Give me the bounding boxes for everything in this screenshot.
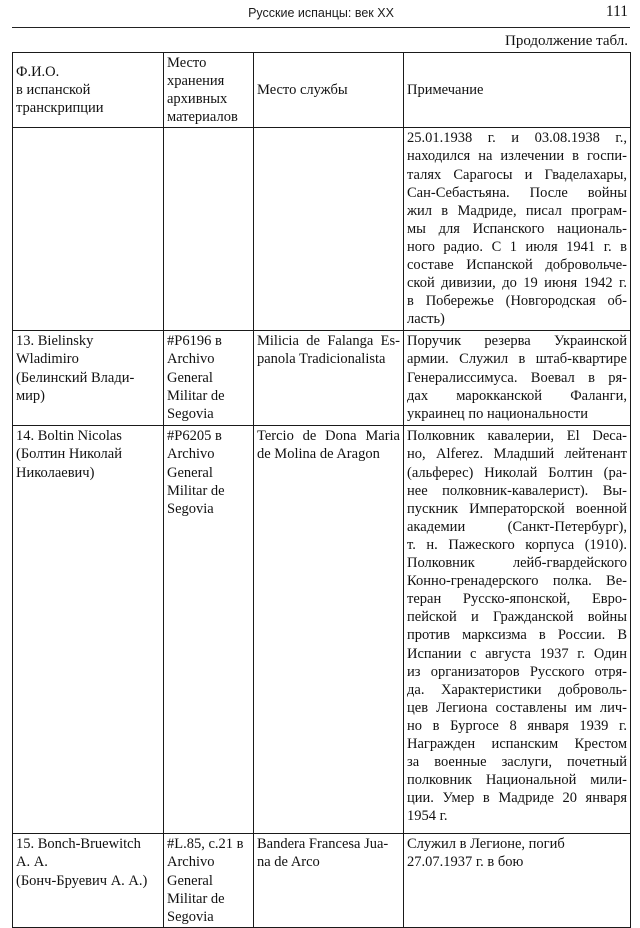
cell-line: General [167, 872, 213, 889]
cell-line: Испании с августа 1937 г. Один [407, 645, 627, 662]
cell-note [404, 128, 631, 331]
cell-line: полковник Национальной мили- [407, 772, 627, 789]
table-row [13, 331, 631, 426]
cell-line: General [167, 464, 213, 481]
cell-line: цев Легиона составлены им лич- [407, 699, 627, 716]
cell-note [404, 331, 631, 426]
cell-line: армии. Служил в штаб-квартире [407, 351, 627, 368]
cell-line: мир) [16, 387, 46, 404]
cell-line: находился на излечении в госпи- [407, 148, 627, 165]
cell-line: Полковник кавалерии, El Deca- [407, 428, 627, 445]
cell-line: против марксизма в России. В [407, 627, 627, 644]
cell-line: 1954 г. [407, 808, 448, 825]
cell-line: теран Русско-японской, Евро- [407, 591, 627, 608]
header-line: в испанской [16, 82, 91, 99]
cell-line: 13. Bielinsky [16, 333, 94, 350]
cell-line: Tercio de Dona Maria [257, 428, 400, 445]
cell-line: Militar de [167, 387, 225, 404]
cell-line: дах марокканской Фаланги, [407, 387, 627, 404]
cell-line: Segovia [167, 500, 214, 517]
cell-line: de Molina de Aragon [257, 446, 380, 463]
cell-line: General [167, 369, 213, 386]
running-head [12, 0, 630, 28]
column-header-note [404, 53, 631, 128]
cell-line: 25.01.1938 г. и 03.08.1938 г., [407, 130, 627, 147]
cell-line: 14. Boltin Nicolas [16, 428, 122, 445]
header-line: Место службы [257, 82, 348, 99]
cell-line: 15. Bonch-Bruewitch [16, 836, 141, 853]
cell-line: Segovia [167, 908, 214, 925]
cell-line: Полковник лейб-гвардейского [407, 555, 627, 572]
header-line: Ф.И.О. [16, 64, 60, 81]
header-line: Место [167, 55, 207, 71]
cell-line: Генералиссимуса. Воевал в ря- [407, 369, 627, 386]
cell-line: жил в Мадриде, писал програм- [407, 202, 627, 219]
cell-line: Archivo [167, 351, 215, 368]
cell-service-place [254, 331, 404, 426]
cell-line: нее полковник-кавалерист). Вы- [407, 482, 627, 499]
cell-line: (Белинский Влади- [16, 369, 135, 386]
cell-line: Награжден испанским Крестом [407, 735, 627, 752]
table-row [13, 426, 631, 834]
cell-line: Milicia de Falanga Es- [257, 333, 400, 350]
cell-line: Wladimiro [16, 351, 79, 368]
column-header-service [254, 53, 404, 128]
cell-line: за военные заслуги, почетный [407, 754, 627, 771]
cell-line: ласть) [407, 311, 445, 328]
cell-archive-location [164, 128, 254, 331]
table-header [13, 53, 631, 128]
cell-service-place [254, 834, 404, 927]
header-line: архивных [167, 91, 228, 108]
cell-line: Archivo [167, 446, 215, 463]
header-line: транскрипции [16, 100, 104, 117]
cell-line: panola Tradicionalista [257, 351, 386, 368]
cell-line: составе Испанской добровольче- [407, 257, 627, 274]
cell-line: Archivo [167, 854, 215, 871]
cell-line: (Бонч-Бруевич А. А.) [16, 872, 148, 889]
cell-line: А. А. [16, 854, 48, 871]
header-line: хранения [167, 73, 225, 90]
cell-line: #L.85, с.21 в [167, 836, 244, 853]
page-number: 111 [605, 3, 628, 20]
cell-service-place [254, 128, 404, 331]
cell-name [13, 834, 164, 927]
cell-line: ции. Умер в Мадриде 20 января [407, 790, 627, 807]
cell-archive-location [164, 331, 254, 426]
cell-line: 27.07.1937 г. в бою [407, 854, 524, 871]
cell-line: ской дивизии, до 19 июня 1942 г. [407, 275, 627, 292]
cell-line: украинец по национальности [407, 405, 588, 422]
cell-line: Служил в Легионе, погиб [407, 836, 565, 853]
cell-line: Конно-гренадерского полка. Ве- [407, 573, 627, 590]
table-continuation-label: Продолжение табл. [505, 33, 628, 49]
cell-note [404, 834, 631, 927]
column-header-archive [164, 53, 254, 128]
cell-line: #P6196 в [167, 333, 222, 350]
cell-line: (альферес) Николай Болтин (ра- [407, 464, 627, 481]
cell-name [13, 128, 164, 331]
cell-line: пускник Императорской военной [407, 500, 627, 517]
cell-line: ного радио. С 1 июля 1941 г. в [407, 238, 627, 255]
cell-line: Segovia [167, 405, 214, 422]
cell-line: мы для Испанского националь- [407, 220, 627, 237]
cell-line: талях Сарагосы и Гваделахары, [407, 166, 627, 183]
cell-line: (Болтин Николай [16, 446, 122, 463]
cell-line: т. н. Пажеского корпуса (1910). [407, 536, 627, 553]
header-row [13, 53, 631, 128]
cell-line: Bandera Francesa Jua- [257, 836, 389, 853]
header-line: Примечание [407, 82, 484, 99]
cell-line: Militar de [167, 482, 225, 499]
cell-line: но, Alferez. Младший лейтенант [407, 446, 627, 463]
cell-line: #P6205 в [167, 428, 222, 445]
cell-line: в Побережье (Новгородская об- [407, 293, 627, 310]
cell-line: Militar de [167, 890, 225, 907]
table-row [13, 834, 631, 927]
header-line: материалов [167, 109, 238, 126]
cell-name [13, 331, 164, 426]
cell-line: но в Бургосе 8 января 1939 г. [407, 717, 627, 734]
cell-archive-location [164, 426, 254, 834]
cell-line: академии (Санкт-Петербург), [407, 518, 627, 535]
cell-line: пейской и Гражданской войны [407, 609, 627, 626]
table-row [13, 128, 631, 331]
cell-line: Сан-Себастьяна. После войны [407, 184, 627, 201]
cell-line: Поручик резерва Украинской [407, 333, 627, 350]
cell-line: да. Характеристики доброволь- [407, 681, 627, 698]
column-header-fio [13, 53, 164, 128]
cell-service-place [254, 426, 404, 834]
cell-line: na de Arco [257, 854, 320, 871]
archive-persons-table [12, 52, 631, 928]
cell-line: Николаевич) [16, 464, 95, 481]
running-head-title: Русские испанцы: век XX [248, 6, 394, 20]
cell-archive-location [164, 834, 254, 927]
cell-line: из организаторов Русского отря- [407, 663, 627, 680]
cell-name [13, 426, 164, 834]
cell-note [404, 426, 631, 834]
table-body [13, 128, 631, 927]
